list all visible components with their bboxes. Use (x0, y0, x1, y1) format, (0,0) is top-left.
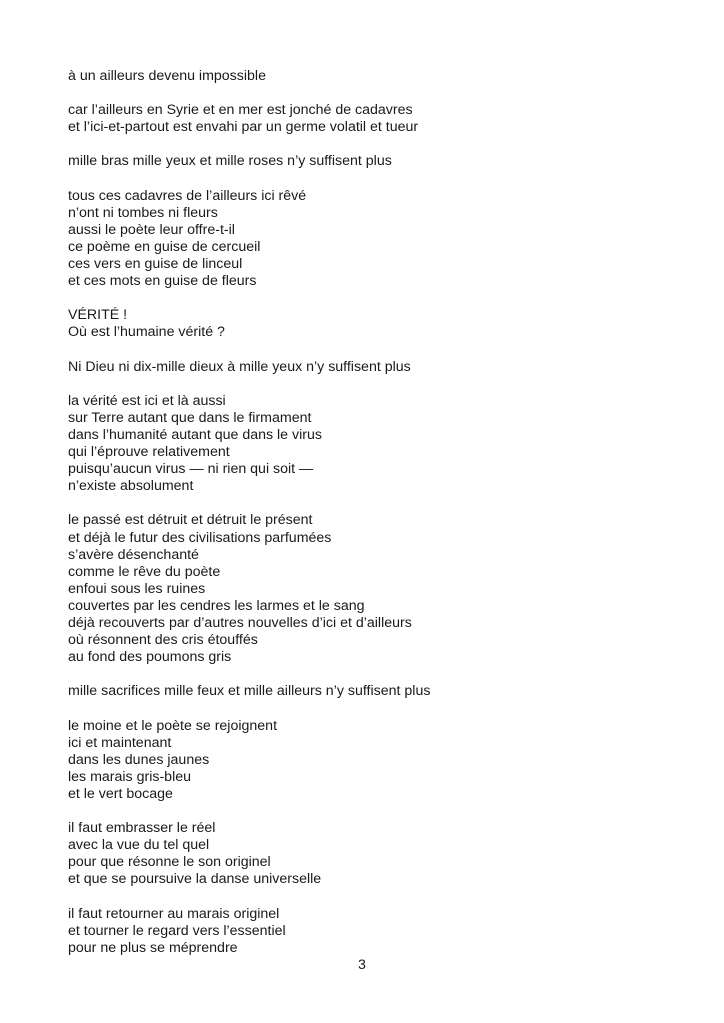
poem-line: enfoui sous les ruines (68, 580, 206, 597)
poem-line: qui l’éprouve relativement (68, 444, 230, 461)
poem-line: au fond des poumons gris (68, 649, 232, 666)
stanza (68, 683, 668, 700)
poem-line: tous ces cadavres de l’ailleurs ici rêvé (68, 187, 307, 204)
stanza (68, 153, 668, 170)
poem-line: puisqu’aucun virus — ni rien qui soit — (68, 461, 314, 478)
poem-line: et que se poursuive la danse universelle (68, 871, 322, 888)
stanza (68, 359, 668, 376)
stanza (68, 512, 668, 666)
poem-line: dans l’humanité autant que dans le virus (68, 426, 322, 443)
stanza (68, 906, 668, 957)
poem-line: il faut retourner au marais originel (68, 905, 280, 922)
poem-line: et ces mots en guise de fleurs (68, 273, 257, 290)
poem-body (68, 68, 668, 957)
poem-line: n’existe absolument (68, 478, 194, 495)
poem-line: dans les dunes jaunes (68, 751, 210, 768)
poem-line: et l’ici-et-partout est envahi par un germe volatil et tueur (68, 119, 419, 136)
poem-line: et le vert bocage (68, 785, 173, 802)
poem-line: aussi le poète leur offre-t-il (68, 221, 235, 238)
poem-line: où résonnent des cris étouffés (68, 632, 258, 649)
poem-line: les marais gris-bleu (68, 768, 191, 785)
poem-line: mille sacrifices mille feux et mille ailleurs n’y suffisent plus (68, 683, 431, 700)
stanza (68, 68, 668, 85)
poem-line: VÉRITÉ ! (68, 307, 128, 324)
poem-line: sur Terre autant que dans le firmament (68, 409, 312, 426)
poem-line: mille bras mille yeux et mille roses n’y suffisent plus (68, 153, 392, 170)
page-number: 3 (358, 957, 366, 973)
poem-line: Où est l’humaine vérité ? (68, 324, 225, 341)
poem-line: le passé est détruit et détruit le présent (68, 512, 313, 529)
poem-line: à un ailleurs devenu impossible (68, 68, 266, 84)
poem-line: et tourner le regard vers l’essentiel (68, 922, 286, 939)
stanza (68, 102, 668, 136)
stanza (68, 307, 668, 341)
poem-line: ce poème en guise de cercueil (68, 238, 261, 255)
poem-line: Ni Dieu ni dix-mille dieux à mille yeux n’y suffisent plus (68, 358, 411, 375)
poem-line: ici et maintenant (68, 734, 172, 751)
poem-line: n’ont ni tombes ni fleurs (68, 204, 218, 221)
poem-line: le moine et le poète se rejoignent (68, 717, 278, 734)
poem-line: comme le rêve du poète (68, 563, 221, 580)
poem-line: pour que résonne le son originel (68, 854, 271, 871)
poem-line: ces vers en guise de linceul (68, 256, 243, 273)
poem-line: il faut embrasser le réel (68, 820, 216, 837)
stanza (68, 718, 668, 803)
stanza (68, 188, 668, 291)
poem-line: car l’ailleurs en Syrie et en mer est jonché de cadavres (68, 102, 413, 119)
poem-line: la vérité est ici et là aussi (68, 392, 226, 409)
poem-line: s’avère désenchanté (68, 546, 199, 563)
poem-line: pour ne plus se méprendre (68, 939, 238, 956)
poem-line: et déjà le futur des civilisations parfumées (68, 529, 332, 546)
poem-line: déjà recouverts par d’autres nouvelles d’ici et d’ailleurs (68, 615, 412, 631)
poem-line: avec la vue du tel quel (68, 837, 210, 854)
stanza (68, 820, 668, 888)
poem-line: couvertes par les cendres les larmes et le sang (68, 597, 365, 614)
stanza (68, 393, 668, 496)
